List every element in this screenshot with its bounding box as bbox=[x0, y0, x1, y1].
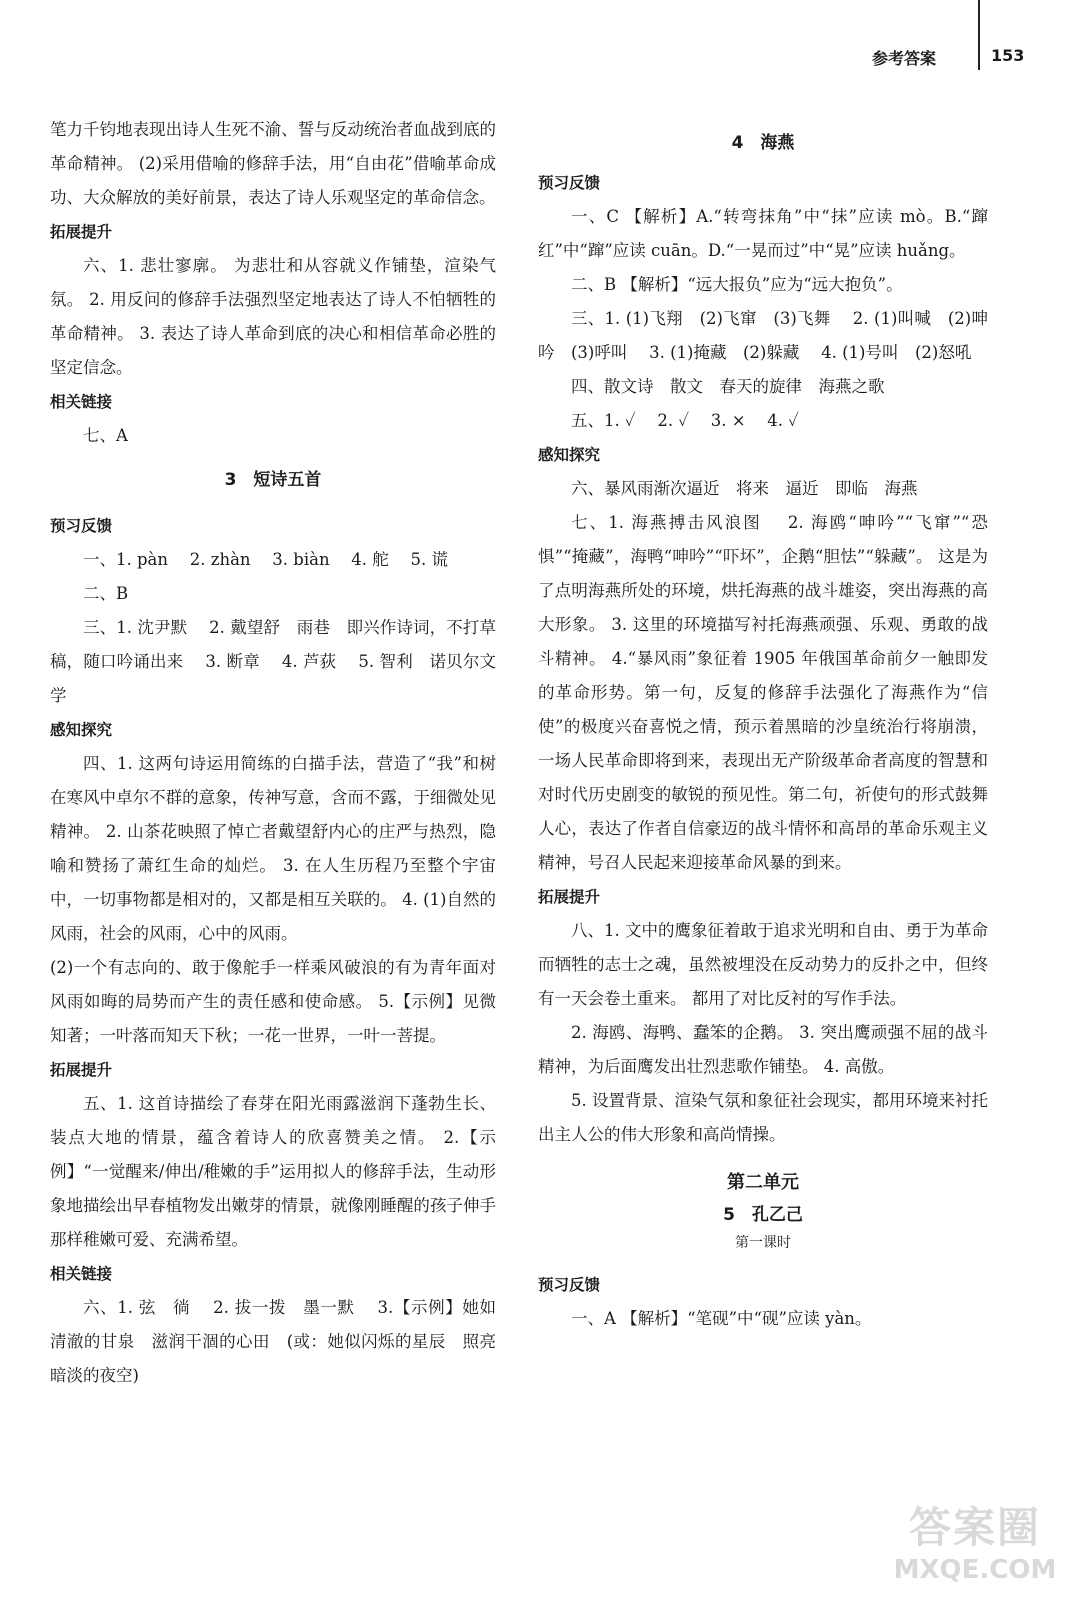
section-label-preview: 预习反馈 bbox=[538, 1276, 601, 1294]
preview-answer: 一、C 【解析】A.“转弯抹角”中“抹”应读 mò。B.“蹿红”中“蹿”应读 cuān。D.“一晃而过”中“晃”应读 huǎng。 bbox=[538, 207, 988, 260]
expand-answer: 2. 海鸥、海鸭、蠢笨的企鹅。 3. 突出鹰顽强不屈的战斗精神，为后面鹰发出壮烈悲歌作铺垫。 4. 高傲。 bbox=[538, 1023, 988, 1076]
lesson-title: 3 短诗五首 bbox=[224, 470, 322, 490]
section-label-explore: 感知探究 bbox=[538, 446, 601, 464]
section-label-link: 相关链接 bbox=[50, 1265, 113, 1283]
explore-answers-continued: (2)一个有志向的、敢于像舵手一样乘风破浪的有为青年面对风雨如晦的局势而产生的责任感和使命感。 5.【示例】见微知著；一叶落而知天下秋；一花一世界，一叶一菩提。 bbox=[50, 958, 496, 1045]
preview-answer: 四、散文诗 散文 春天的旋律 海燕之歌 bbox=[571, 377, 885, 396]
right-column bbox=[538, 128, 988, 1336]
section-label-expand: 拓展提升 bbox=[50, 1061, 113, 1079]
header-divider bbox=[978, 0, 980, 70]
preview-answer: 三、1. (1)飞翔 (2)飞窜 (3)飞舞 2. (1)叫喊 (2)呻吟 (3)呼叫 3. (1)掩藏 (2)躲藏 4. (1)号叫 (2)怒吼 bbox=[538, 309, 988, 362]
explore-answer: 七、1. 海燕搏击风浪图 2. 海鸥“呻吟”“飞窜”“恐惧”“掩藏”，海鸭“呻吟”“吓坏”，企鹅“胆怯”“躲藏”。 这是为了点明海燕所处的环境，烘托海燕的战斗雄姿，突出海燕的高大形象。 3. 这里的环境描写衬托海燕顽强、乐观、勇敢的战斗精神。 4.“暴风雨”象征着 1905 年俄国革命前夕一触即发的革命形势。第一句，反复的修辞手法强化了海燕作为“信使”的极度兴奋喜悦之情，预示着黑暗的沙皇统治行将崩溃，一场人民革命即将到来，表现出无产阶级革命者高度的智慧和对时代历史剧变的敏锐的预见性。第二句，祈使句的形式鼓舞人心，表达了作者自信豪迈的战斗情怀和高昂的革命乐观主义精神，号召人民起来迎接革命风暴的到来。 bbox=[538, 513, 988, 872]
lesson-title: 4 海燕 bbox=[731, 133, 795, 153]
section-label-preview: 预习反馈 bbox=[538, 174, 601, 192]
link-answers: 七、A bbox=[83, 426, 128, 445]
left-column bbox=[50, 113, 496, 1393]
section-label-explore: 感知探究 bbox=[50, 721, 113, 739]
lesson-subtitle: 第一课时 bbox=[735, 1235, 791, 1251]
watermark-text: 答案圈 bbox=[908, 1503, 1041, 1552]
page-number: 153 bbox=[991, 46, 1025, 65]
section-label-expand: 拓展提升 bbox=[538, 888, 601, 906]
section-label-expand: 拓展提升 bbox=[50, 223, 113, 241]
explore-answer: 六、暴风雨渐次逼近 将来 逼近 即临 海燕 bbox=[571, 479, 918, 498]
explore-answers: 四、1. 这两句诗运用简练的白描手法，营造了“我”和树在寒风中卓尔不群的意象，传神写意，含而不露，于细微处见精神。 2. 山茶花映照了悼亡者戴望舒内心的庄严与热烈，隐喻和赞扬了萧红生命的灿烂。 3. 在人生历程乃至整个宇宙中，一切事物都是相对的，又都是相互关联的。 4. (1)自然的风雨，社会的风雨，心中的风雨。 bbox=[50, 754, 496, 943]
link-answers: 六、1. 弦 徜 2. 拔一拨 墨一默 3.【示例】她如清澈的甘泉 滋润干涸的心田 (或：她似闪烁的星辰 照亮暗淡的夜空) bbox=[50, 1298, 496, 1385]
section-label-link: 相关链接 bbox=[50, 393, 113, 411]
expand-answer: 5. 设置背景、渲染气氛和象征社会现实，都用环境来衬托出主人公的伟大形象和高尚情操。 bbox=[538, 1091, 988, 1144]
lesson-title: 5 孔乙己 bbox=[723, 1205, 803, 1225]
preview-answer: 二、B 【解析】“远大报负”应为“远大抱负”。 bbox=[571, 275, 903, 294]
header-title: 参考答案 bbox=[872, 49, 937, 68]
preview-answer: 二、B bbox=[83, 584, 129, 603]
preview-answer: 一、1. pàn 2. zhàn 3. biàn 4. 舵 5. 谎 bbox=[83, 550, 449, 569]
watermark-logo bbox=[885, 1502, 1065, 1592]
preview-answer: 三、1. 沈尹默 2. 戴望舒 雨巷 即兴作诗词，不打草稿，随口吟诵出来 3. 断章 4. 芦荻 5. 智利 诺贝尔文学 bbox=[50, 618, 496, 705]
watermark-domain: MXQE.COM bbox=[893, 1555, 1057, 1585]
expand-answer: 八、1. 文中的鹰象征着敢于追求光明和自由、勇于为革命而牺牲的志士之魂，虽然被埋没在反动势力的反扑之中，但终有一天会卷土重来。 都用了对比反衬的写作手法。 bbox=[538, 921, 988, 1008]
section-label-preview: 预习反馈 bbox=[50, 517, 113, 535]
expand-answers: 五、1. 这首诗描绘了春芽在阳光雨露滋润下蓬勃生长、装点大地的情景，蕴含着诗人的欣喜赞美之情。 2.【示例】“一觉醒来/伸出/稚嫩的手”运用拟人的修辞手法，生动形象地描绘出早春植物发出嫩芽的情景，就像刚睡醒的孩子伸手那样稚嫩可爱、充满希望。 bbox=[50, 1094, 496, 1249]
preview-answer: 五、1. ✓ 2. ✓ 3. × 4. ✓ bbox=[571, 411, 799, 430]
carryover-paragraph: 笔力千钧地表现出诗人生死不渝、誓与反动统治者血战到底的革命精神。 (2)采用借喻的修辞手法，用“自由花”借喻革命成功、大众解放的美好前景，表达了诗人乐观坚定的革命信念。 bbox=[50, 120, 496, 207]
expand-answers: 六、1. 悲壮寥廓。 为悲壮和从容就义作铺垫，渲染气氛。 2. 用反问的修辞手法强烈坚定地表达了诗人不怕牺牲的革命精神。 3. 表达了诗人革命到底的决心和相信革命必胜的坚定信念。 bbox=[50, 256, 496, 377]
preview-answer: 一、A 【解析】“笔砚”中“砚”应读 yàn。 bbox=[571, 1309, 872, 1328]
unit-title: 第二单元 bbox=[727, 1172, 799, 1193]
